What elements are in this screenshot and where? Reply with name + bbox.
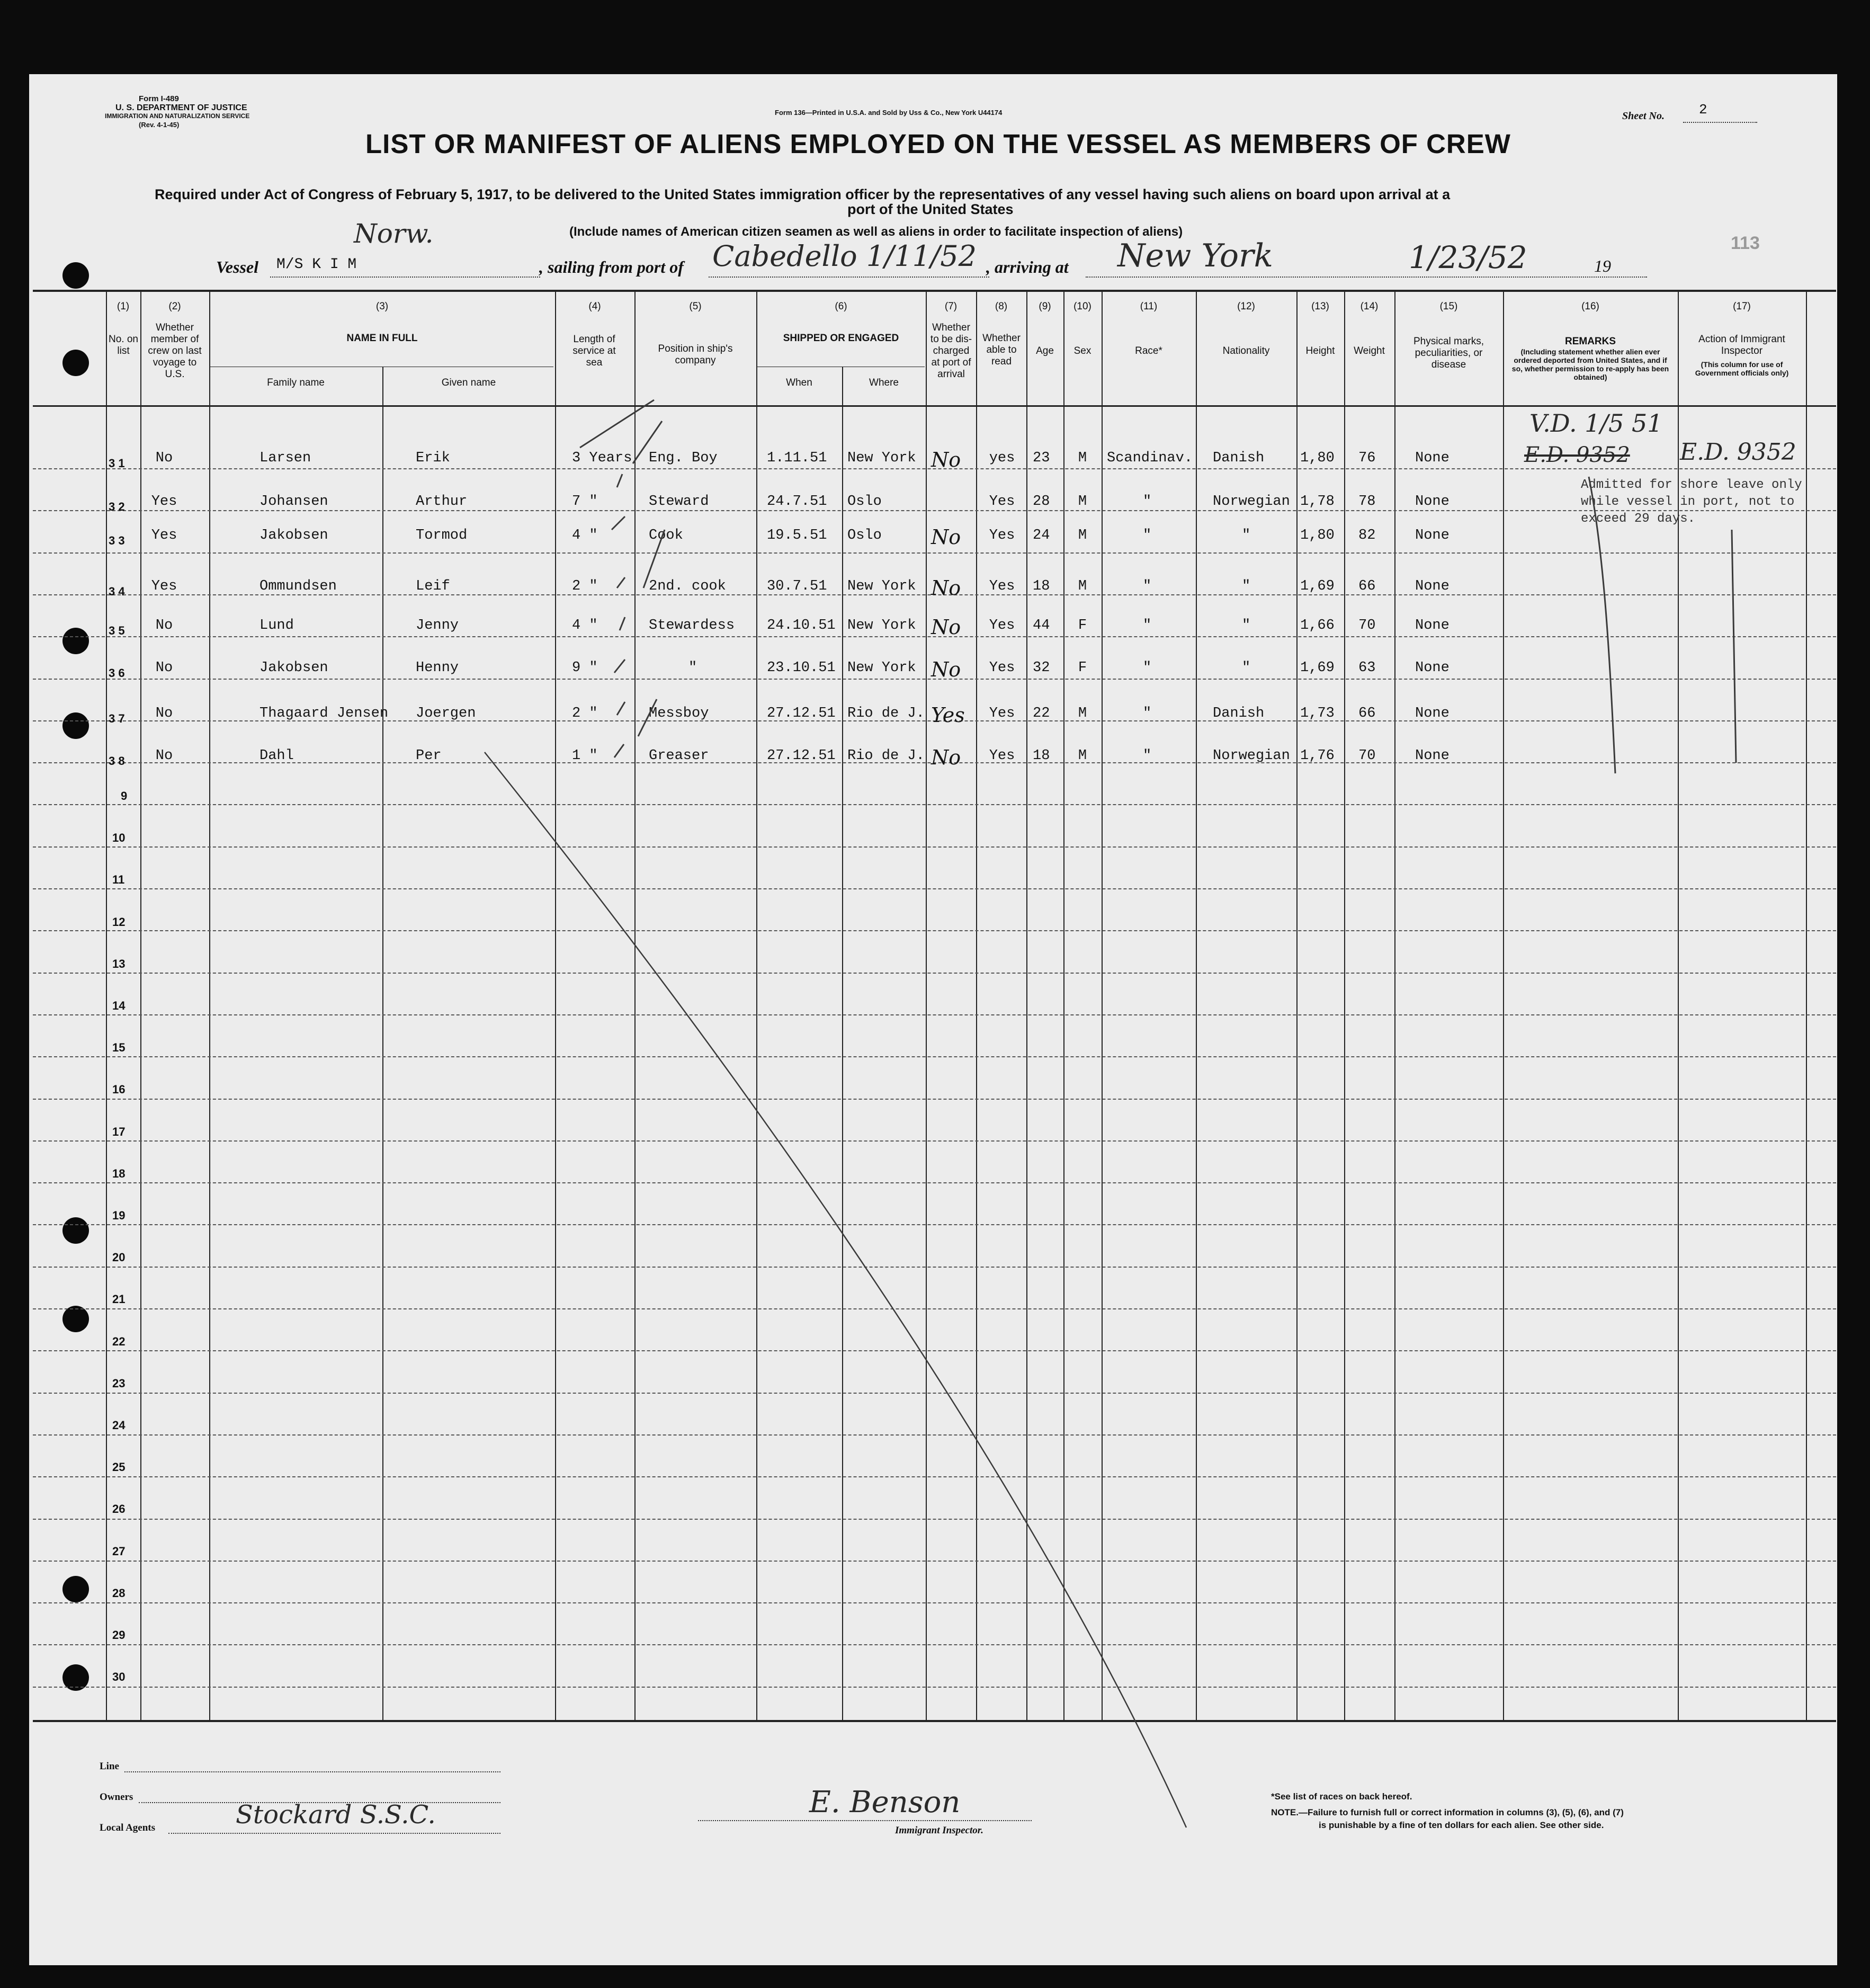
row-position: Eng. Boy <box>649 450 718 466</box>
row-family-name: Johansen <box>260 494 328 510</box>
line-number: 23 <box>112 1377 126 1390</box>
row-shipped-where: Oslo <box>847 528 882 543</box>
row-age: 22 <box>1033 706 1050 721</box>
footer-agents-value: Stockard S.S.C. <box>236 1800 436 1830</box>
row-crew: No <box>155 748 173 764</box>
vessel-label: Vessel <box>216 257 258 277</box>
row-number: 3 1 <box>109 457 125 470</box>
col-3a-header: Family name <box>267 377 325 388</box>
row-marks: None <box>1415 578 1450 594</box>
footer-owners-label: Owners <box>100 1791 133 1803</box>
line-number: 22 <box>112 1335 126 1348</box>
line-number: 27 <box>112 1545 126 1558</box>
row-age: 18 <box>1033 748 1050 764</box>
row-read: Yes <box>989 618 1015 634</box>
remark-typed: Admitted for shore leave only while vessel in port, not to exceed 29 days. <box>1581 478 1802 526</box>
footer-line-label: Line <box>100 1761 119 1772</box>
col-7-header: Whether to be dis-charged at port of arrival <box>930 322 972 380</box>
row-family-name: Jakobsen <box>260 528 328 543</box>
row-race: " <box>1143 528 1152 543</box>
row-height: 1,80 <box>1300 450 1335 466</box>
row-nationality: Norwegian <box>1213 494 1290 510</box>
row-number: 3 7 <box>109 712 125 725</box>
row-shipped-where: New York <box>847 578 916 594</box>
col-10-number: (10) <box>1073 301 1091 312</box>
col-8-header: Whether able to read <box>982 333 1021 367</box>
department: U. S. DEPARTMENT OF JUSTICE <box>115 103 247 112</box>
row-marks: None <box>1415 618 1450 634</box>
row-service: 3 Years <box>572 450 632 466</box>
line-number: 28 <box>112 1586 126 1600</box>
row-weight: 82 <box>1358 528 1376 543</box>
row-age: 18 <box>1033 578 1050 594</box>
row-read: Yes <box>989 578 1015 594</box>
col-8-number: (8) <box>995 301 1008 312</box>
arriving-label: , arriving at <box>986 257 1069 277</box>
col-1-header: No. on list <box>109 334 138 356</box>
note-races: *See list of races on back hereof. <box>1271 1791 1412 1802</box>
form-number: Form I-489 <box>139 94 179 103</box>
row-family-name: Ommundsen <box>260 578 337 594</box>
col-1-number: (1) <box>117 301 130 312</box>
col-2-number: (2) <box>168 301 181 312</box>
vessel-name: M/S K I M <box>276 256 357 273</box>
row-sex: M <box>1078 494 1087 510</box>
sheet-label: Sheet No. <box>1622 110 1665 122</box>
row-race: " <box>1143 578 1152 594</box>
row-race: " <box>1143 618 1152 634</box>
row-family-name: Dahl <box>260 748 294 764</box>
row-age: 24 <box>1033 528 1050 543</box>
col-3-header: NAME IN FULL <box>346 333 418 344</box>
row-discharged: No <box>931 448 961 471</box>
row-service: 2 " <box>572 578 598 594</box>
row-sex: F <box>1078 618 1087 634</box>
row-crew: Yes <box>151 578 177 594</box>
col-15-number: (15) <box>1439 301 1458 312</box>
row-weight: 78 <box>1358 494 1376 510</box>
row-read: Yes <box>989 748 1015 764</box>
row-given-name: Henny <box>416 660 459 676</box>
row-discharged: No <box>931 576 961 600</box>
line-number: 18 <box>112 1167 126 1180</box>
row-marks: None <box>1415 706 1450 721</box>
line-number: 25 <box>112 1460 126 1474</box>
col-6-header: SHIPPED OR ENGAGED <box>783 333 899 344</box>
row-discharged: No <box>931 658 961 681</box>
row-crew: No <box>155 706 173 721</box>
remark-handwritten-2: E.D. 9352 <box>1524 443 1630 467</box>
line-number: 24 <box>112 1419 126 1432</box>
stamp-number: 113 <box>1731 233 1760 253</box>
row-service: 2 " <box>572 706 598 721</box>
row-service: 9 " <box>572 660 598 676</box>
row-service: 4 " <box>572 528 598 543</box>
row-age: 28 <box>1033 494 1050 510</box>
row-marks: None <box>1415 748 1450 764</box>
sailing-label: , sailing from port of <box>539 257 684 277</box>
col-17-header: Action of Immigrant Inspector <box>1698 334 1785 356</box>
row-sex: M <box>1078 528 1087 543</box>
note-fine: is punishable by a fine of ten dollars for each alien. See other side. <box>1319 1820 1604 1830</box>
row-number: 3 3 <box>109 534 125 547</box>
row-nationality: Danish <box>1213 706 1265 721</box>
row-height: 1,66 <box>1300 618 1335 634</box>
row-shipped-where: Rio de J. <box>847 748 925 764</box>
row-shipped-when: 30.7.51 <box>767 578 827 594</box>
row-weight: 70 <box>1358 748 1376 764</box>
row-sex: M <box>1078 706 1087 721</box>
note-failure: NOTE.—Failure to furnish full or correct information in columns (3), (5), (6), and (7) <box>1271 1807 1624 1817</box>
row-given-name: Jenny <box>416 618 459 634</box>
revision: (Rev. 4-1-45) <box>139 121 180 129</box>
row-shipped-where: Rio de J. <box>847 706 925 721</box>
remark-handwritten-3: E.D. 9352 <box>1680 439 1796 466</box>
line-number: 20 <box>112 1251 126 1264</box>
row-nationality: Norwegian <box>1213 748 1290 764</box>
row-sex: M <box>1078 578 1087 594</box>
row-discharged: No <box>931 746 961 769</box>
col-16-number: (16) <box>1581 301 1599 312</box>
col-9-header: Age <box>1036 345 1054 356</box>
col-17-number: (17) <box>1733 301 1751 312</box>
row-nationality: " <box>1242 618 1251 634</box>
row-position: 2nd. cook <box>649 578 726 594</box>
col-13-header: Height <box>1305 345 1335 356</box>
row-marks: None <box>1415 494 1450 510</box>
row-marks: None <box>1415 660 1450 676</box>
row-read: Yes <box>989 528 1015 543</box>
row-number: 3 6 <box>109 666 125 680</box>
col-17-note: (This column for use of Government officials only) <box>1695 360 1789 377</box>
row-given-name: Leif <box>416 578 450 594</box>
row-discharged: No <box>931 616 961 639</box>
row-age: 44 <box>1033 618 1050 634</box>
row-nationality: Danish <box>1213 450 1265 466</box>
row-weight: 63 <box>1358 660 1376 676</box>
row-shipped-when: 24.7.51 <box>767 494 827 510</box>
row-position: Messboy <box>649 706 709 721</box>
col-6a-header: When <box>786 377 812 388</box>
row-shipped-where: Oslo <box>847 494 882 510</box>
row-age: 23 <box>1033 450 1050 466</box>
row-read: yes <box>989 450 1015 466</box>
row-crew: No <box>155 450 173 466</box>
row-read: Yes <box>989 494 1015 510</box>
row-number: 3 8 <box>109 754 125 768</box>
col-6-number: (6) <box>835 301 847 312</box>
line-number: 11 <box>112 873 125 886</box>
row-family-name: Larsen <box>260 450 311 466</box>
col-12-number: (12) <box>1237 301 1255 312</box>
col-16-header: REMARKS <box>1564 336 1616 347</box>
row-position: Steward <box>649 494 709 510</box>
row-family-name: Thagaard Jensen <box>260 706 389 721</box>
row-height: 1,76 <box>1300 748 1335 764</box>
row-service: 4 " <box>572 618 598 634</box>
row-crew: Yes <box>151 528 177 543</box>
row-number: 3 5 <box>109 624 125 637</box>
col-4-header: Length of service at sea <box>572 334 616 368</box>
line-number: 12 <box>112 915 126 929</box>
row-nationality: " <box>1242 578 1251 594</box>
line-number: 14 <box>112 999 126 1012</box>
row-shipped-when: 27.12.51 <box>767 748 836 764</box>
footer-agents-label: Local Agents <box>100 1822 156 1833</box>
row-discharged: No <box>931 525 961 549</box>
row-weight: 76 <box>1358 450 1376 466</box>
inspector-label: Immigrant Inspector. <box>895 1825 983 1836</box>
row-shipped-when: 19.5.51 <box>767 528 827 543</box>
row-shipped-where: New York <box>847 660 916 676</box>
row-height: 1,73 <box>1300 706 1335 721</box>
inspector-signature: E. Benson <box>809 1785 961 1820</box>
line-number: 19 <box>112 1209 126 1222</box>
row-crew: Yes <box>151 494 177 510</box>
row-given-name: Per <box>416 748 442 764</box>
row-given-name: Arthur <box>416 494 468 510</box>
line-number: 29 <box>112 1628 126 1642</box>
col-14-header: Weight <box>1354 345 1385 356</box>
vessel-flag-note: Norw. <box>354 218 434 249</box>
col-9-number: (9) <box>1039 301 1051 312</box>
line-number: 15 <box>112 1041 126 1054</box>
line-number: 13 <box>112 957 126 970</box>
line-number: 9 <box>121 789 128 803</box>
row-shipped-where: New York <box>847 618 916 634</box>
row-read: Yes <box>989 706 1015 721</box>
service-name: IMMIGRATION AND NATURALIZATION SERVICE <box>105 112 250 120</box>
row-sex: M <box>1078 450 1087 466</box>
col-11-header: Race* <box>1135 345 1162 356</box>
row-position: " <box>688 660 697 676</box>
line-number: 10 <box>112 831 126 844</box>
row-read: Yes <box>989 660 1015 676</box>
row-position: Stewardess <box>649 618 735 634</box>
col-15-header: Physical marks, peculiarities, or disease <box>1413 336 1484 370</box>
arriving-port: New York <box>1117 237 1273 274</box>
row-height: 1,80 <box>1300 528 1335 543</box>
subtitle-line-3: (Include names of American citizen seamen as well as aliens in order to facilitate inspection of aliens) <box>569 225 1183 239</box>
col-12-header: Nationality <box>1222 345 1270 356</box>
line-number: 16 <box>112 1083 126 1096</box>
row-weight: 66 <box>1358 706 1376 721</box>
row-race: " <box>1143 706 1152 721</box>
col-11-number: (11) <box>1140 301 1158 312</box>
row-position: Cook <box>649 528 683 543</box>
row-given-name: Erik <box>416 450 450 466</box>
col-5-number: (5) <box>689 301 702 312</box>
printer-line: Form 136—Printed in U.S.A. and Sold by Uss & Co., New York U44174 <box>775 109 1003 117</box>
row-race: Scandinav. <box>1107 450 1193 466</box>
line-number: 17 <box>112 1125 126 1138</box>
col-10-header: Sex <box>1073 345 1091 356</box>
col-14-number: (14) <box>1360 301 1379 312</box>
row-position: Greaser <box>649 748 709 764</box>
arrival-date: 1/23/52 <box>1409 239 1527 275</box>
col-6b-header: Where <box>869 377 899 388</box>
page-title: LIST OR MANIFEST OF ALIENS EMPLOYED ON THE VESSEL AS MEMBERS OF CREW <box>365 129 1511 159</box>
row-weight: 66 <box>1358 578 1376 594</box>
col-2-header: Whether member of crew on last voyage to U.S. <box>148 322 202 380</box>
row-shipped-where: New York <box>847 450 916 466</box>
row-sex: F <box>1078 660 1087 676</box>
row-service: 1 " <box>572 748 598 764</box>
row-shipped-when: 23.10.51 <box>767 660 836 676</box>
row-shipped-when: 1.11.51 <box>767 450 827 466</box>
row-marks: None <box>1415 450 1450 466</box>
subtitle-line-1: Required under Act of Congress of February 5, 1917, to be delivered to the United States immigration officer by the representatives of any vessel having such aliens on board upon arrival at a <box>155 186 1451 202</box>
col-5-header: Position in ship's company <box>658 343 733 366</box>
row-race: " <box>1143 494 1152 510</box>
row-height: 1,69 <box>1300 578 1335 594</box>
row-crew: No <box>155 660 173 676</box>
col-13-number: (13) <box>1311 301 1329 312</box>
row-weight: 70 <box>1358 618 1376 634</box>
col-3b-header: Given name <box>441 377 496 388</box>
row-height: 1,78 <box>1300 494 1335 510</box>
remark-handwritten-1: V.D. 1/5 51 <box>1529 409 1663 438</box>
sailing-port: Cabedello 1/11/52 <box>712 239 977 273</box>
row-family-name: Jakobsen <box>260 660 328 676</box>
line-number: 21 <box>112 1292 126 1306</box>
col-4-number: (4) <box>588 301 601 312</box>
row-shipped-when: 24.10.51 <box>767 618 836 634</box>
col-16-note: (Including statement whether alien ever ordered deported from United States, and if so, whether permission to re-apply has been obtained) <box>1511 347 1669 381</box>
row-nationality: " <box>1242 528 1251 543</box>
line-number: 26 <box>112 1502 126 1515</box>
line-number: 30 <box>112 1670 126 1683</box>
row-nationality: " <box>1242 660 1251 676</box>
row-shipped-when: 27.12.51 <box>767 706 836 721</box>
row-marks: None <box>1415 528 1450 543</box>
col-3-number: (3) <box>375 301 389 312</box>
year-label: 19 <box>1594 256 1611 275</box>
row-age: 32 <box>1033 660 1050 676</box>
row-height: 1,69 <box>1300 660 1335 676</box>
sheet-number: 2 <box>1699 102 1707 118</box>
row-family-name: Lund <box>260 618 294 634</box>
row-sex: M <box>1078 748 1087 764</box>
row-crew: No <box>155 618 173 634</box>
row-race: " <box>1143 660 1152 676</box>
subtitle-line-2: port of the United States <box>847 201 1014 217</box>
row-number: 3 4 <box>109 585 125 598</box>
row-service: 7 " <box>572 494 598 510</box>
col-7-number: (7) <box>944 301 958 312</box>
row-number: 3 2 <box>109 500 125 513</box>
row-given-name: Tormod <box>416 528 468 543</box>
row-race: " <box>1143 748 1152 764</box>
row-discharged: Yes <box>931 703 965 727</box>
row-given-name: Joergen <box>416 706 476 721</box>
